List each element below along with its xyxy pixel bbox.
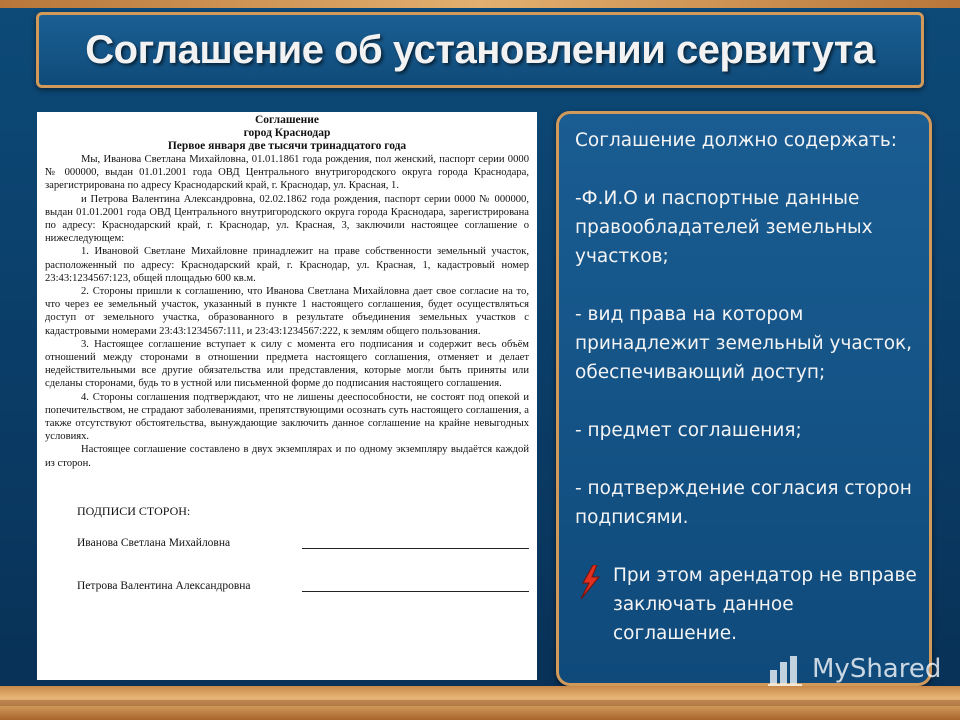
requirement-item: - вид права на котором принадлежит земельный участок, обеспечивающий доступ; xyxy=(575,304,913,383)
signature-row xyxy=(77,536,529,549)
bar-chart-icon xyxy=(768,652,806,686)
doc-heading: Соглашение xyxy=(254,114,320,126)
title-bar xyxy=(36,12,924,88)
doc-city: город Краснодар xyxy=(243,127,331,139)
lightning-bolt-icon xyxy=(579,565,601,599)
slide-title: Соглашение об установлении сервитута xyxy=(85,28,875,72)
signer-name: Петрова Валентина Александровна xyxy=(77,579,251,592)
doc-paragraph: 1. Ивановой Светлане Михайловне принадлежит на праве собственности земельный участок, расположенный по адресу: Краснодарский край, г. Краснодар, ул. Красная, 1, кадастровый номер 23:43:1234567:123, общей площадью 600 кв.м. xyxy=(45,246,529,284)
signatures-heading: ПОДПИСИ СТОРОН: xyxy=(77,503,191,518)
note-text: При этом арендатор не вправе заключать данное соглашение. xyxy=(613,565,917,644)
agreement-document xyxy=(37,112,537,680)
doc-paragraph: 3. Настоящее соглашение вступает к силу с момента его подписания и содержит весь объём отношений между сторонами в отношении предмета настоящего соглашения, отменяет и делает недействительными все другие обязательства или представления, которые могли быть приняты или сделаны сторонами, будь то в устной или письменной форме до подписания настоящего соглашения. xyxy=(45,338,529,390)
watermark-text: MyShared xyxy=(812,654,942,684)
note-block xyxy=(575,561,919,648)
requirement-item: - подтверждение согласия сторон подписями. xyxy=(575,478,912,528)
top-decorative-stripe xyxy=(0,0,960,8)
signature-line xyxy=(302,536,529,549)
doc-date: Первое января две тысячи тринадцатого года xyxy=(167,140,407,152)
requirement-item: -Ф.И.О и паспортные данные правообладателей земельных участков; xyxy=(575,188,873,267)
watermark xyxy=(768,652,941,686)
requirement-item: - предмет соглашения; xyxy=(575,420,802,441)
signature-row xyxy=(77,579,529,592)
doc-paragraph: и Петрова Валентина Александровна, 02.02.1862 года рождения, паспорт серии 0000 № 000000, выдан 01.01.2001 года ОВД Центрального внутригородского округа города Краснодара, зарегистрирована по адресу: Краснодарский край, г. Краснодар, ул. Красная, 3, заключили настоящее соглашение о нижеследующем: xyxy=(45,193,529,245)
doc-paragraph: 4. Стороны соглашения подтверждают, что не лишены дееспособности, не состоят под опекой и попечительством, не страдают заболеваниями, препятствующими осознать суть настоящего соглашения, а также отсутствуют обстоятельства, вынуждающие заключить данное соглашение на крайне невыгодных условиях. xyxy=(45,391,529,443)
signature-line xyxy=(302,579,529,592)
doc-paragraph: 2. Стороны пришли к соглашению, что Иванова Светлана Михайловна дает свое согласие на то, что через ее земельный участок, указанный в пункте 1 настоящего соглашения, будет осуществляться доступ от земельного участка, образованного в результате объединения земельных участков с кадастровыми номерами 23:43:1234567:111, и 23:43:1234567:222, к землям общего пользования. xyxy=(45,286,529,337)
doc-paragraph: Мы, Иванова Светлана Михайловна, 01.01.1861 года рождения, пол женский, паспорт серии 0000 № 000000, выдан 01.01.2001 года ОВД Центрального внутригородского округа города Краснодара, зарегистрирована по адресу Краснодарский край, г. Краснодар, ул. Красная, 1. xyxy=(45,154,529,192)
bottom-decorative-stripe xyxy=(0,686,960,720)
panel-heading: Соглашение должно содержать: xyxy=(575,130,898,151)
doc-paragraph: Настоящее соглашение составлено в двух экземплярах и по одному экземпляру выдаётся каждой из сторон. xyxy=(45,444,529,469)
signer-name: Иванова Светлана Михайловна xyxy=(77,536,231,549)
requirements-panel xyxy=(556,111,932,686)
